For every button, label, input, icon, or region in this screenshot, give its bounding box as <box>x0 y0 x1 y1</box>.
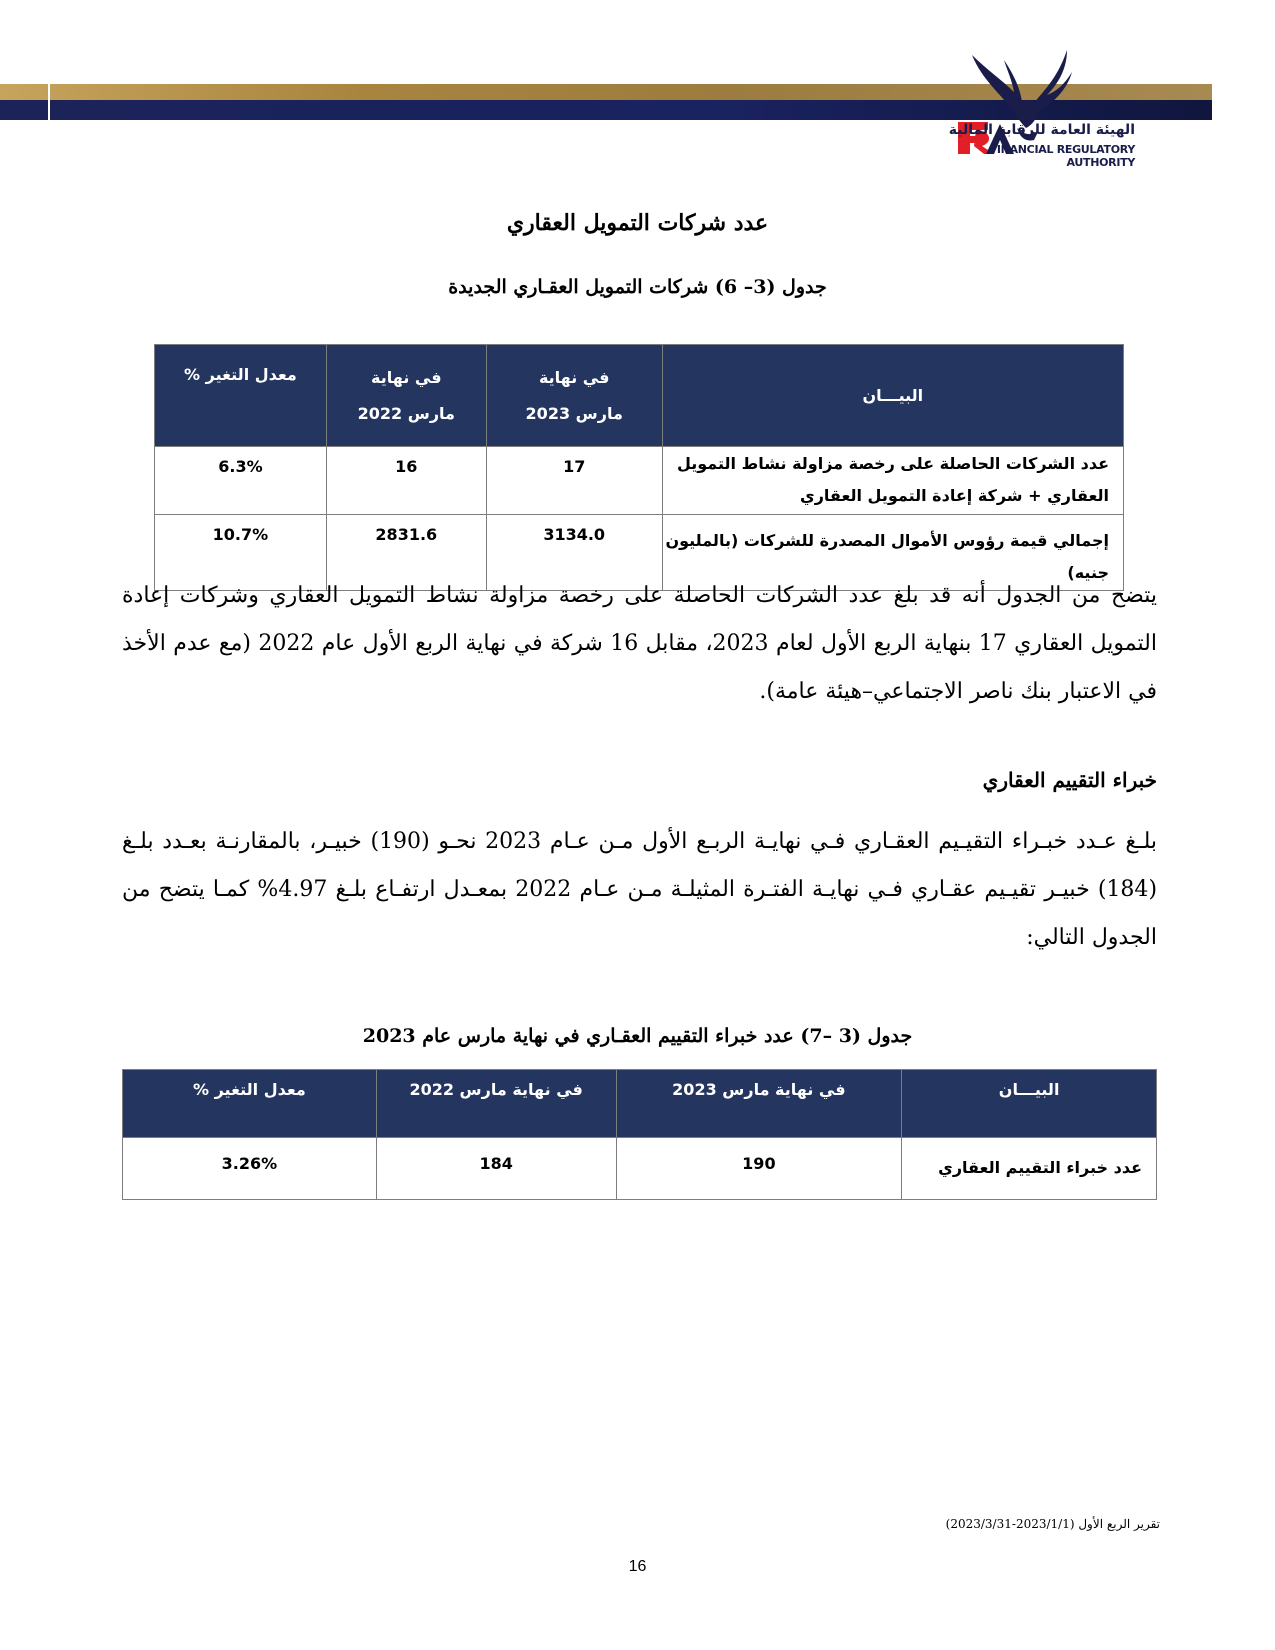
header-cell-mar-2022: في نهاية مارس 2022 <box>326 345 486 447</box>
org-name-english: FINANCIAL REGULATORY AUTHORITY <box>989 143 1135 169</box>
header-cell-statement: البيـــان <box>662 345 1123 447</box>
paragraph-mortgage-companies: يتضح من الجدول أنه قد بلغ عدد الشركات الحاصلة على رخصة مزاولة نشاط التمويل العقاري وشركات إعادة التمويل العقاري 17 بنهاية الربع الأول لعام 2023، مقابل 16 شركة في نهاية الربع الأول عام 2022 (مع عدم الأخذ في الاعتبار بنك ناصر الاجتماعي–هيئة عامة). <box>122 583 1157 704</box>
page-number: 16 <box>628 1558 647 1575</box>
report-footnote: تقرير الربع الأول (2023/1/1-2023/3/31) <box>945 1517 1160 1531</box>
row-label: عدد الشركات الحاصلة على رخصة مزاولة نشاط التمويل العقاري + شركة إعادة التمويل العقاري <box>662 447 1123 515</box>
cell-value-2023: 3134.0 <box>486 515 662 591</box>
header-cell-mar-2022: في نهاية مارس 2022 <box>376 1070 616 1138</box>
header-cell-statement: البيـــان <box>902 1070 1157 1138</box>
cell-change-rate: 3.26% <box>123 1138 377 1200</box>
header-cell-mar-2023: في نهاية مارس 2023 <box>486 345 662 447</box>
table-row <box>123 1138 1157 1200</box>
table-mortgage-companies <box>154 344 1124 591</box>
paragraph-appraisal-experts: بلـغ عـدد خبـراء التقيـيم العقـاري فـي نهايـة الربـع الأول مـن عـام 2023 نحـو (190) خبيـر، بالمقارنـة بعـدد بلـغ (184) خبيـر تقيـيم عقـاري فـي نهايـة الفتـرة المثيلـة مـن عـام 2022 بمعـدل ارتفـاع بلـغ 4.97% كمـا يتضح من الجدول التالي: <box>122 829 1158 950</box>
table-appraisal-experts <box>122 1069 1157 1200</box>
cell-value-2023: 190 <box>616 1138 902 1200</box>
cell-change-rate: 6.3% <box>155 447 327 515</box>
table-caption-3-7: جدول (3 –7) عدد خبراء التقييم العقـاري في نهاية مارس عام 2023 <box>362 1025 913 1047</box>
table-caption-3-6: جدول (3– 6) شركات التمويل العقـاري الجديدة <box>448 276 827 298</box>
cell-change-rate: 10.7% <box>155 515 327 591</box>
cell-value-2022: 16 <box>326 447 486 515</box>
section-title-mortgage-companies: عدد شركات التمويل العقاري <box>506 210 769 236</box>
section-title-appraisal-experts: خبراء التقييم العقاري <box>982 768 1157 792</box>
header-cell-change-rate: معدل التغير % <box>123 1070 377 1138</box>
row-label: إجمالي قيمة رؤوس الأموال المصدرة للشركات (بالمليون جنيه) <box>662 515 1123 591</box>
header-divider <box>48 84 50 120</box>
row-label: عدد خبراء التقييم العقاري <box>902 1138 1157 1200</box>
cell-value-2022: 2831.6 <box>326 515 486 591</box>
cell-value-2022: 184 <box>376 1138 616 1200</box>
org-name-arabic: الهيئة العامة للرقابة المالية <box>948 122 1135 138</box>
table-header-row <box>155 345 1124 447</box>
table-header-row <box>123 1070 1157 1138</box>
header-cell-mar-2023: في نهاية مارس 2023 <box>616 1070 902 1138</box>
header-cell-change-rate: معدل التغير % <box>155 345 327 447</box>
table-row <box>155 447 1124 515</box>
cell-value-2023: 17 <box>486 447 662 515</box>
